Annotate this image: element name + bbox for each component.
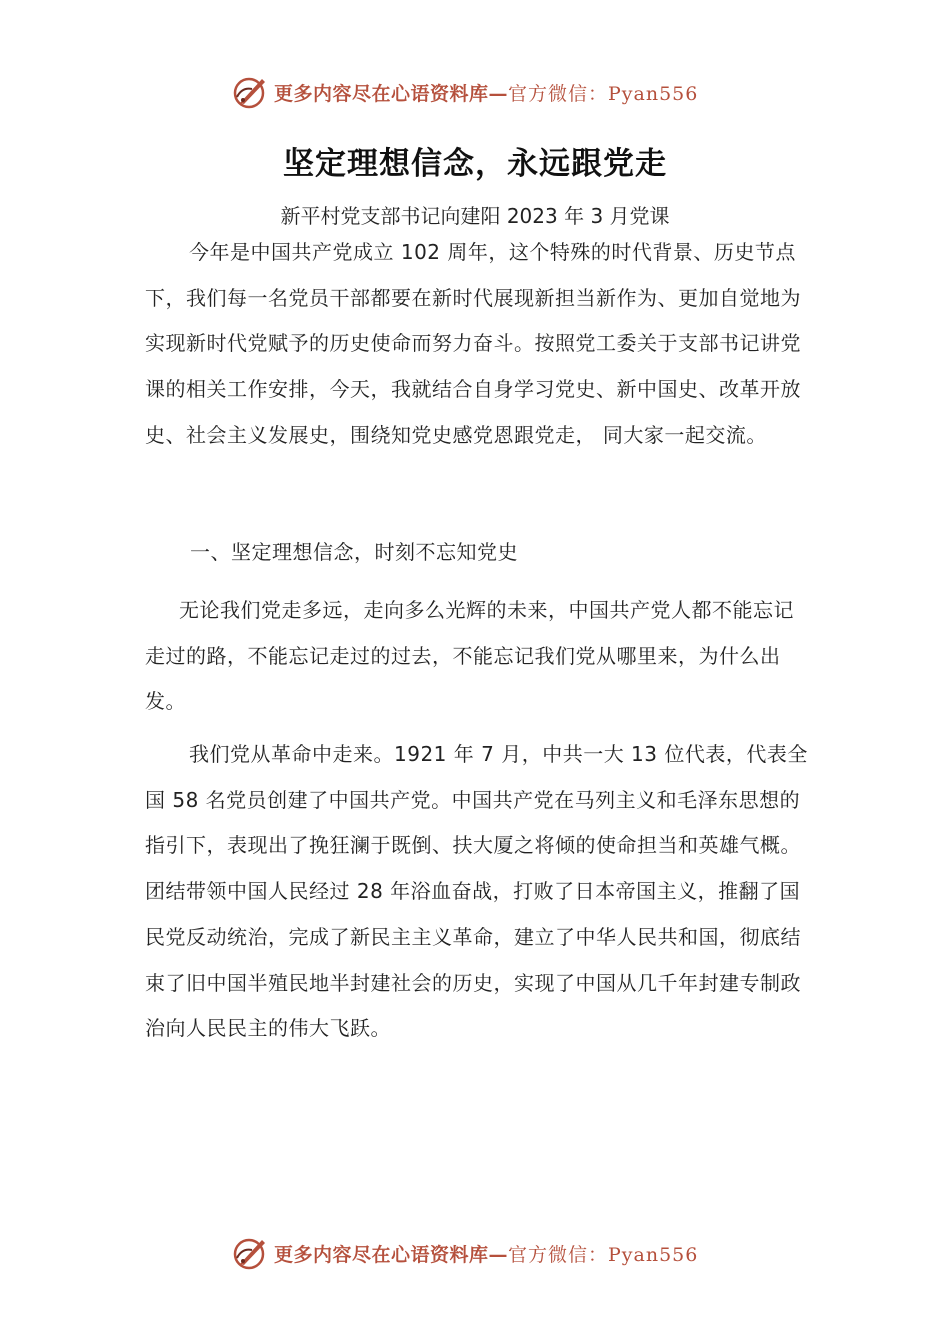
footer-banner — [232, 1233, 698, 1273]
document-subtitle: 新平村党支部书记向建阳 2023 年 3 月党课 — [280, 204, 670, 228]
header-banner-main: 更多内容尽在心语资料库— — [274, 82, 509, 105]
paragraph-never-forget: 无论我们党走多远，走向多么光辉的未来，中国共产党人都不能忘记走过的路，不能忘记走过的过去，不能忘记我们党从哪里来，为什么出发。 — [145, 598, 794, 714]
footer-banner-wechat: 官方微信：Pyan556 — [508, 1243, 699, 1266]
quill-logo-icon — [232, 73, 270, 111]
footer-banner-main: 更多内容尽在心语资料库— — [274, 1243, 509, 1266]
paragraph-revolution-history: 我们党从革命中走来。1921 年 7 月，中共一大 13 位代表，代表全国 58 名党员创建了中国共产党。中国共产党在马列主义和毛泽东思想的指引下，表现出了挽狂澜于既倒、扶大厦之将倾的使命担当和英雄气概。团结带领中国人民经过 28 年浴血奋战，打败了日本帝国主义，推翻了国民党反动统治，完成了新民主主义革命，建立了中华人民共和国，彻底结束了旧中国半殖民地半封建社会的历史，实现了中国从几千年封建专制政治向人民民主的伟大飞跃。 — [145, 742, 808, 1041]
quill-logo-icon — [232, 1234, 270, 1272]
paragraph-intro: 今年是中国共产党成立 102 周年，这个特殊的时代背景、历史节点下，我们每一名党员干部都要在新时代展现新担当新作为、更加自觉地为实现新时代党赋予的历史使命而努力奋斗。按照党工委关于支部书记讲党课的相关工作安排，今天，我就结合自身学习党史、新中国史、改革开放史、社会主义发展史，围绕知党史感党恩跟党走， 同大家一起交流。 — [145, 240, 801, 447]
section-heading-1: 一、坚定理想信念，时刻不忘知党史 — [190, 540, 518, 564]
header-banner-text — [274, 79, 698, 106]
header-banner — [232, 72, 698, 112]
document-title: 坚定理想信念，永远跟党走 — [283, 146, 667, 182]
footer-banner-text — [274, 1240, 698, 1267]
header-banner-wechat: 官方微信：Pyan556 — [508, 82, 699, 105]
